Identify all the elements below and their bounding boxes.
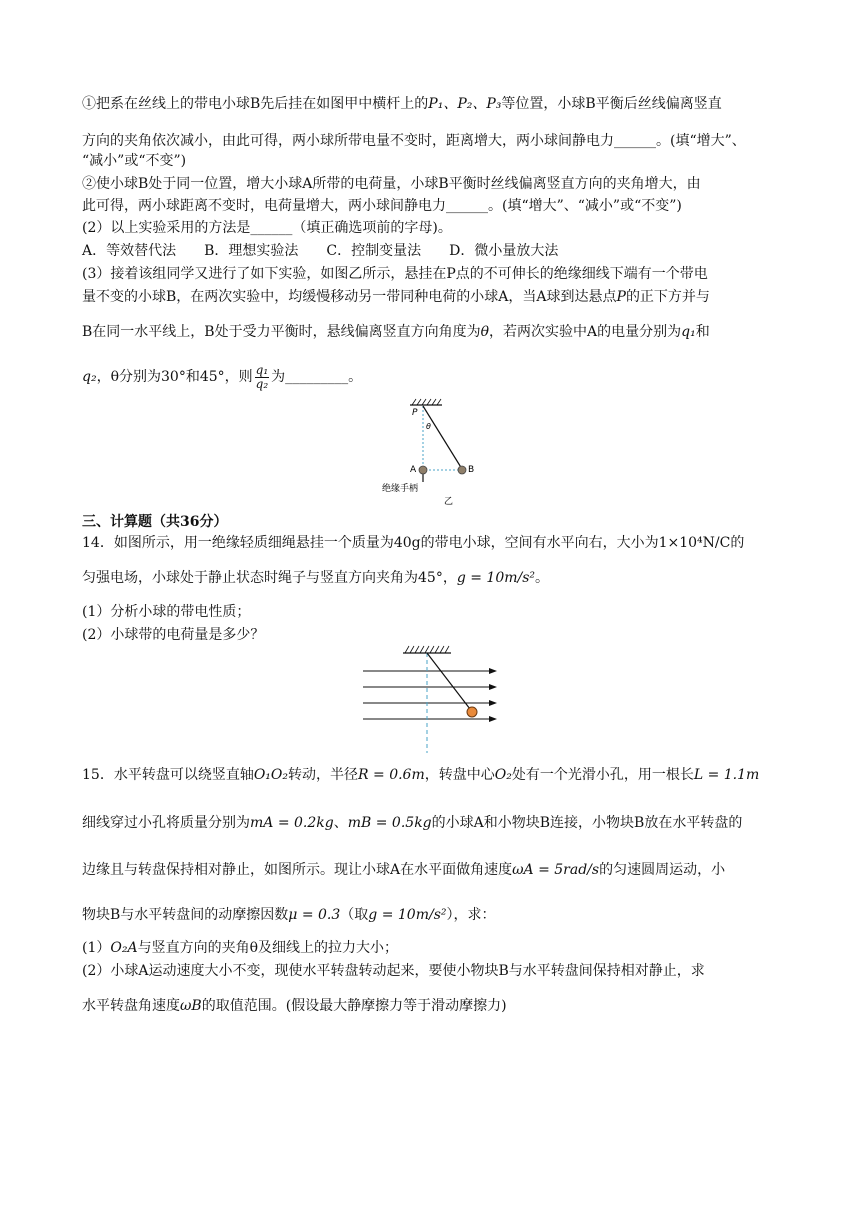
- q13-q3-line1: (3）接着该组同学又进行了如下实验，如图乙所示，悬挂在P点的不可伸长的绝缘细线下端有一个带电: [82, 266, 708, 282]
- q15-sub1: (1）O₂A与竖直方向的夹角θ及细线上的拉力大小；: [82, 940, 399, 956]
- q15-line2: 细线穿过小孔将质量分别为mA = 0.2kg、mB = 0.5kg的小球A和小物块B连接，小物块B放在水平转盘的: [82, 815, 743, 831]
- q14-sub1: (1）分析小球的带电性质；: [82, 604, 251, 620]
- label-p: P: [412, 408, 418, 418]
- q13-p2-line2: 此可得，两小球距离不变时，电荷量增大，两小球间静电力______。(填“增大”、“减小”或“不变”): [82, 198, 682, 214]
- q15-line3: 边缘且与转盘保持相对静止，如图所示。现让小球A在水平面做角速度ωA = 5rad/s的匀速圆周运动，小: [82, 862, 726, 878]
- q14-sub2: (2）小球带的电荷量是多少？: [82, 627, 265, 643]
- q13-p1-line2: 方向的夹角依次减小，由此可得，两小球所带电量不变时，距离增大，两小球间静电力______。(填“增大”、: [82, 133, 746, 149]
- q13-p1-line3: “减小”或“不变”): [82, 153, 187, 169]
- q15-line4: 物块B与水平转盘间的动摩擦因数μ = 0.3（取g = 10m/s²），求：: [82, 907, 496, 923]
- q15-line1: 15．水平转盘可以绕竖直轴O₁O₂转动，半径R = 0.6m，转盘中心O₂处有一个光滑小孔，用一根长L = 1.1m: [82, 767, 760, 783]
- q13-p2-line1: ②使小球B处于同一位置，增大小球A所带的电荷量，小球B平衡时丝线偏离竖直方向的夹角增大，由: [82, 176, 701, 192]
- q14-line2: 匀强电场，小球处于静止状态时绳子与竖直方向夹角为45°，g = 10m/s²。: [82, 570, 550, 586]
- q13-options: A．等效替代法 B．理想实验法 C．控制变量法 D．微小量放大法: [82, 243, 559, 259]
- q13-question-2: (2）以上实验采用的方法是______（填正确选项前的字母)。: [82, 220, 452, 236]
- label-theta: θ: [426, 422, 431, 431]
- charged-ball: [467, 707, 477, 717]
- field-arrowheads: [489, 668, 497, 722]
- q13-q3-line2: 量不变的小球B，在两次实验中，均缓慢移动另一带同种电荷的小球A，当A球到达悬点P的正下方并与: [82, 289, 710, 305]
- q13-q3-line4: q₂，θ分别为30°和45°，则 $\frac{\text{q₁}}{\text{q₂}}$ 为_________。: [82, 362, 363, 391]
- fraction-q1-q2: $\frac{\text{q₁}}{\text{q₂}}$: [255, 362, 269, 391]
- q13-p1-line1: ①把系在丝线上的带电小球B先后挂在如图甲中横杆上的P₁、P₂、P₃等位置，小球B平衡后丝线偏离竖直: [82, 96, 722, 112]
- ball-b: [458, 466, 466, 474]
- q15-sub2-line2: 水平转盘角速度ωB的取值范围。(假设最大静摩擦力等于滑动摩擦力): [82, 998, 507, 1014]
- ball-a: [419, 466, 427, 474]
- q14-line1: 14．如图所示，用一绝缘轻质细绳悬挂一个质量为40g的带电小球，空间有水平向右，大小为1×10⁴N/C的: [82, 535, 745, 551]
- string-line: [427, 653, 470, 709]
- section-title: 三、计算题（共36分）: [82, 514, 228, 530]
- ceiling-hatch: [405, 646, 449, 653]
- figure-caption: 乙: [444, 497, 454, 507]
- ceiling-hatch: [412, 399, 441, 405]
- q15-sub2-line1: (2）小球A运动速度大小不变，现使水平转盘转动起来，要使小物块B与水平转盘间保持相对静止，求: [82, 963, 705, 979]
- thread-line: [423, 406, 462, 469]
- label-b: B: [468, 465, 475, 475]
- figure-yi: [370, 396, 500, 508]
- label-a: A: [410, 465, 417, 475]
- label-handle: 绝缘手柄: [382, 484, 419, 494]
- figure-q14: [355, 643, 505, 755]
- q13-q3-line3: B在同一水平线上，B处于受力平衡时，悬线偏离竖直方向角度为θ，若两次实验中A的电量分别为q₁和: [82, 324, 710, 340]
